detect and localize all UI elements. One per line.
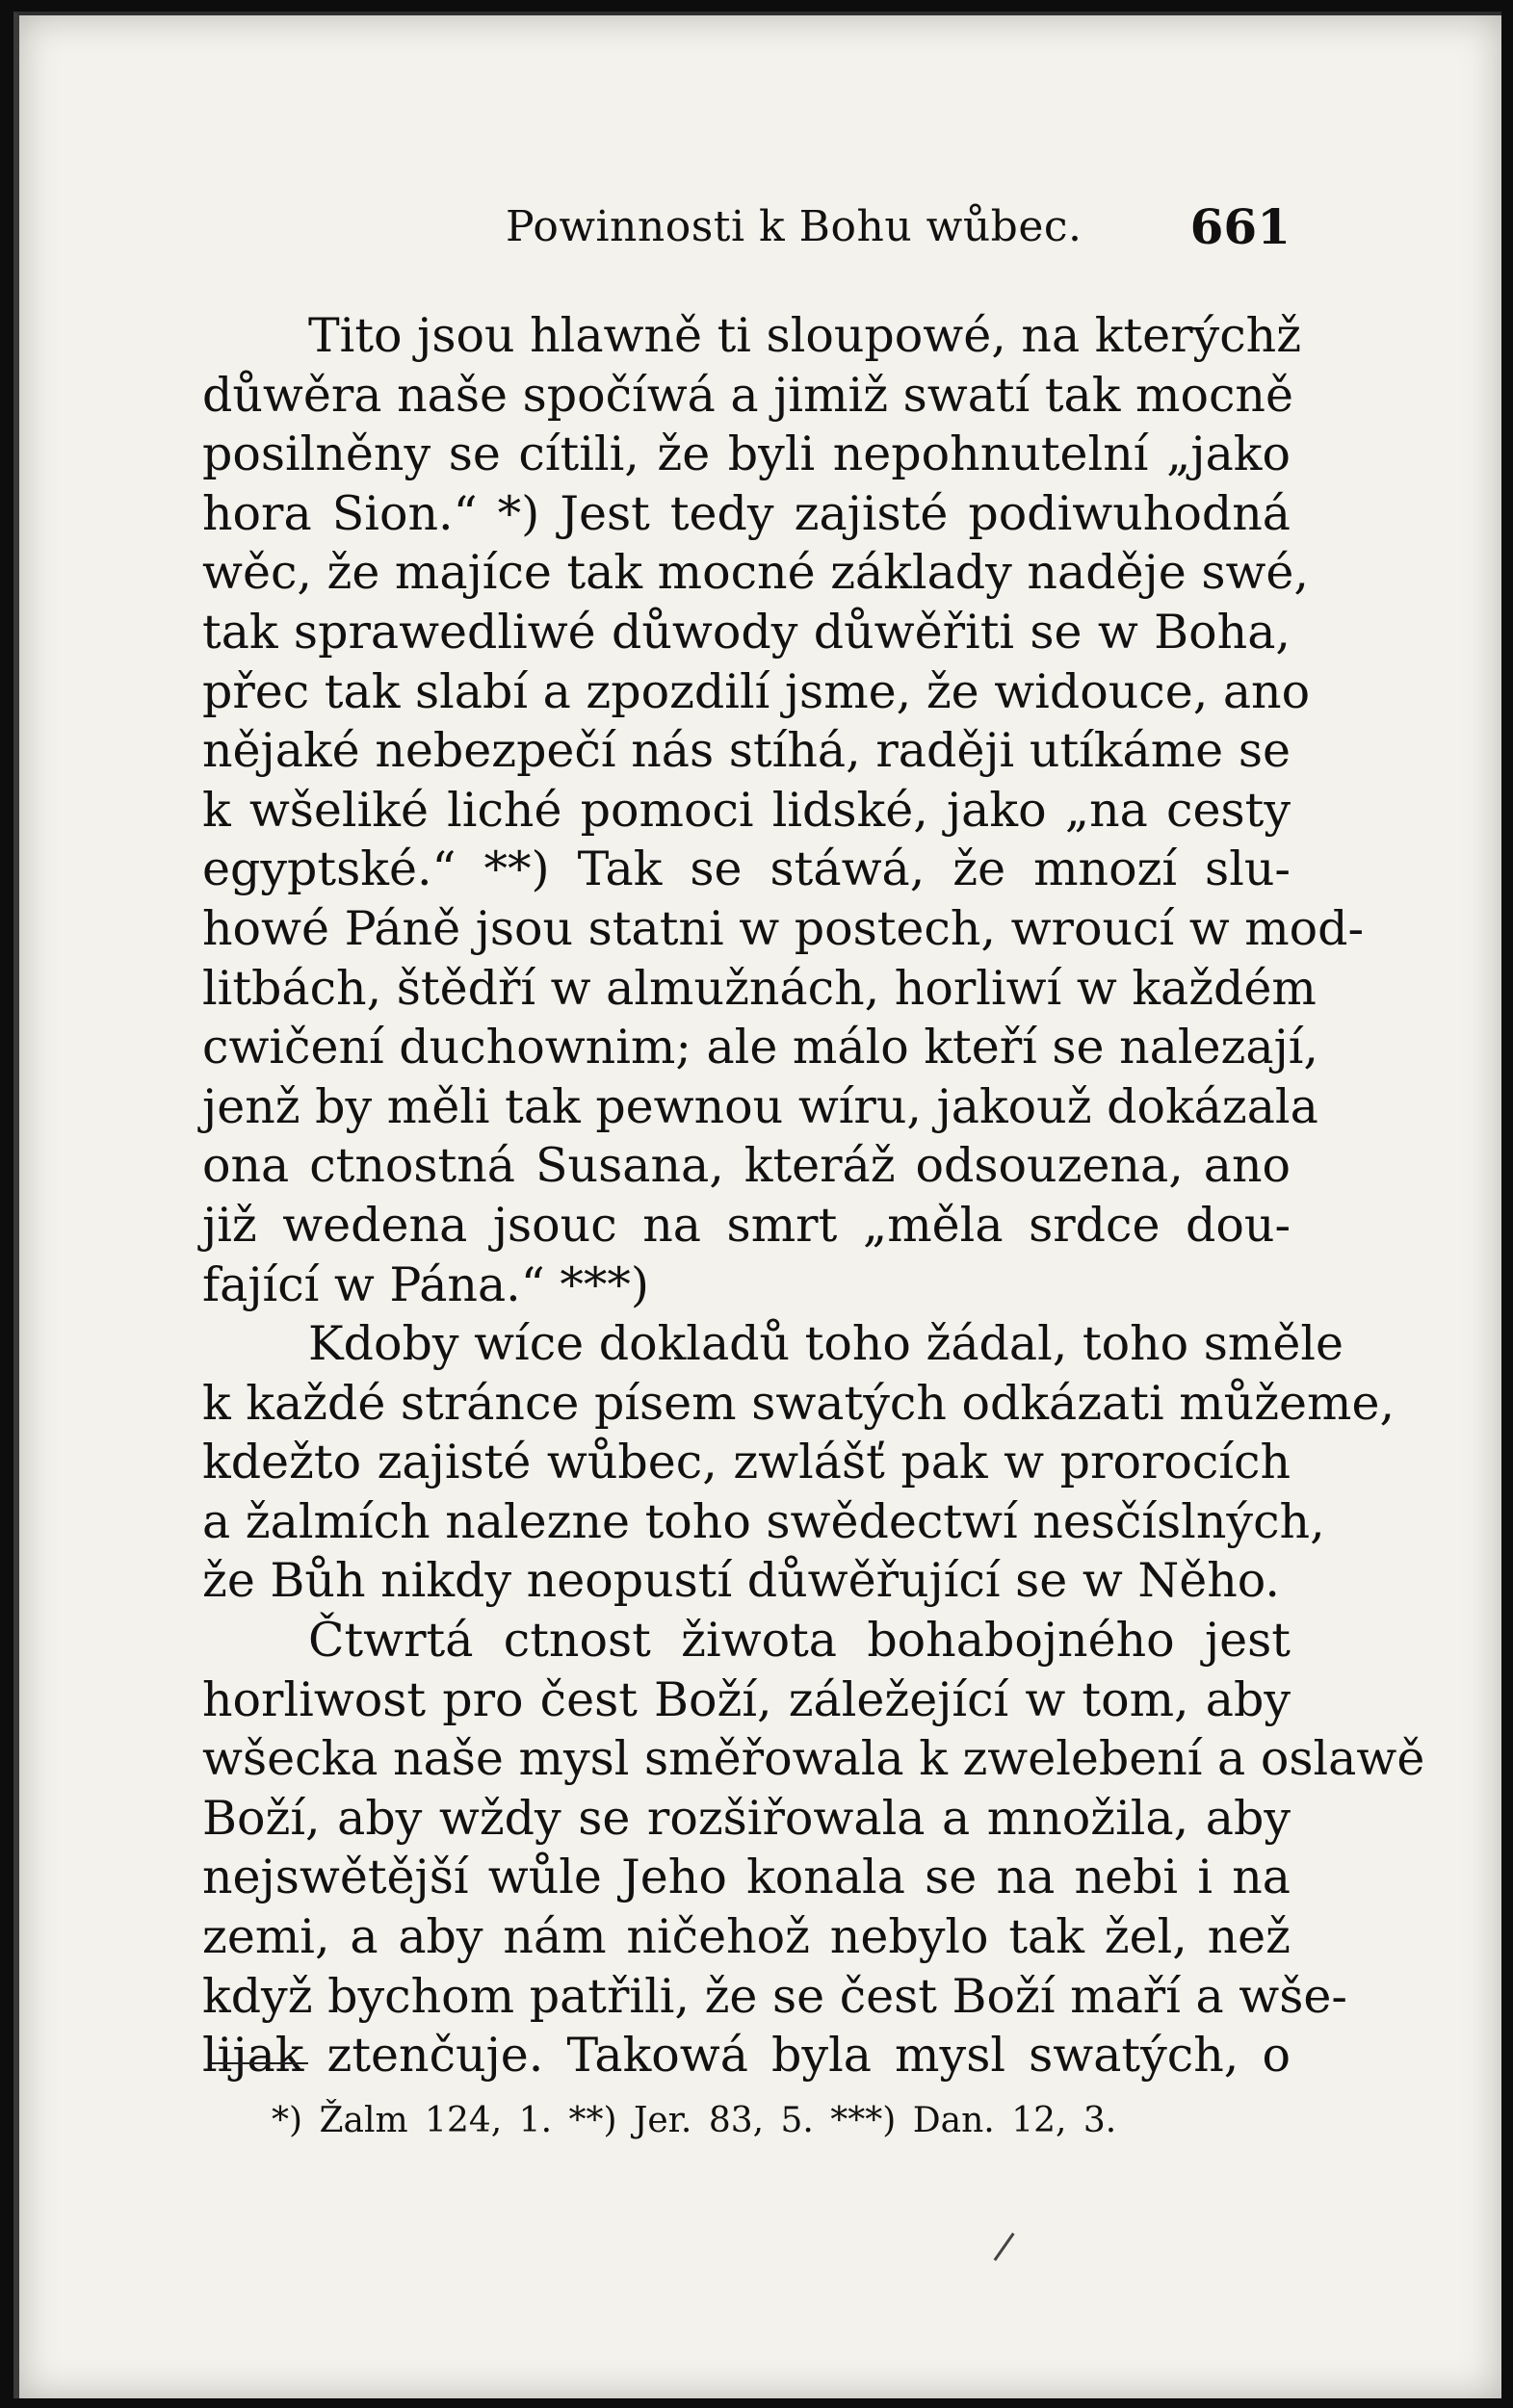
text-line: tak sprawedliwé důwody důwěřiti se w Boha, [202,604,1291,660]
text-line: když bychom patřili, že se čest Boží maří a wše- [202,1968,1347,2024]
text-line: lijak ztenčuje. Takowá byla mysl swatých, o [202,2028,1291,2084]
text-line: horliwost pro čest Boží, záležející w tom, aby [202,1671,1291,1727]
body-text [202,306,1425,2085]
text-line: cwičení duchownim; ale málo kteří se nalezají, [202,1020,1319,1075]
text-line: litbách, štědří w almužnách, horliwí w každém [202,960,1317,1016]
text-line: k každé stránce písem swatých odkázati můžeme, [202,1375,1396,1431]
page-header [202,198,1291,260]
text-line: jenž by měli tak pewnou wíru, jakouž dokázala [202,1078,1318,1134]
text-line: k wšeliké liché pomoci lidské, jako „na cesty [202,782,1291,838]
text-line: wěc, že majíce tak mocné základy naděje swé, [202,545,1309,601]
text-line: Boží, aby wždy se rozšiřowala a množila, aby [202,1790,1291,1846]
text-line: hora Sion.“ *) Jest tedy zajisté podiwuhodná [202,485,1291,541]
text-line: že Bůh nikdy neopustí důwěřující se w Něho. [202,1553,1280,1609]
footnote-rule [212,2062,308,2064]
text-line: nejswětější wůle Jeho konala se na nebi i na [202,1850,1291,1905]
text-line: již wedena jsouc na smrt „měla srdce dou- [202,1197,1291,1253]
text-line: Čtwrtá ctnost žiwota bohabojného jest [308,1613,1291,1669]
page-number: 661 [1189,198,1291,255]
text-line: kdežto zajisté wůbec, zwlášť pak w prorocích [202,1435,1291,1490]
text-line: přec tak slabí a zpozdilí jsme, že widouce, ano [202,663,1311,719]
text-line: a žalmích nalezne toho swědectwí nesčíslných, [202,1493,1325,1549]
text-line: fající w Pána.“ ***) [202,1256,649,1312]
text-line: howé Páně jsou statni w postech, wroucí w mod- [202,900,1365,956]
text-line: nějaké nebezpečí nás stíhá, raději utíkáme se [202,723,1291,779]
text-line: zemi, a aby nám ničehož nebylo tak žel, než [202,1909,1291,1965]
text-line: důwěra naše spočíwá a jimiž swatí tak mocně [202,367,1293,423]
running-head: Powinnosti k Bohu wůbec. [506,202,1083,251]
footnotes: *) Žalm 124, 1. **) Jer. 83, 5. ***) Dan. 12, 3. [272,2101,1117,2140]
text-line: wšecka naše mysl směřowala k zwelebení a oslawě [202,1731,1425,1787]
text-line: Kdoby wíce dokladů toho žádal, toho směle [308,1316,1344,1372]
text-line: egyptské.“ **) Tak se stáwá, že mnozí slu- [202,842,1291,897]
text-line: Tito jsou hlawně ti sloupowé, na kterýchž [308,308,1302,363]
text-line: posilněny se cítili, že byli nepohnutelní „jako [202,427,1291,482]
text-line: ona ctnostná Susana, kteráž odsouzena, ano [202,1138,1291,1194]
